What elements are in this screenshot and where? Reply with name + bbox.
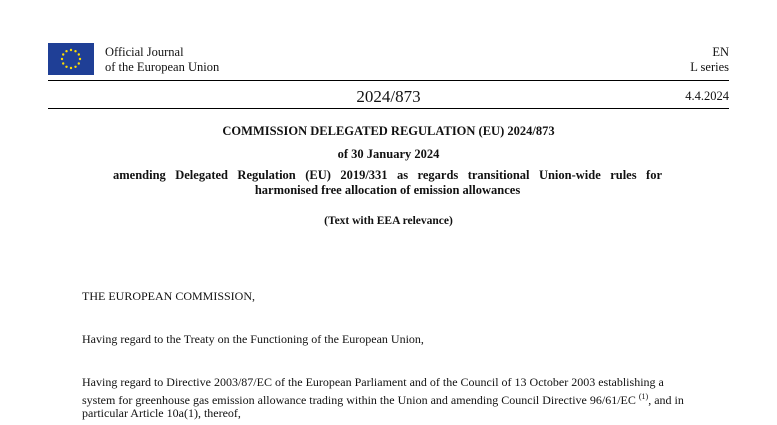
series-label: L series [690,60,729,74]
recital-treaty: Having regard to the Treaty on the Functioning of the European Union, [82,332,424,346]
flag-star [79,58,81,60]
number-divider [48,108,729,109]
recital-directive-tail: , and in particular Article 10a(1), thereof, [82,392,684,420]
regulation-title: COMMISSION DELEGATED REGULATION (EU) 2024/873 [222,124,555,138]
flag-star [74,50,76,52]
document-number: 2024/873 [356,87,421,106]
journal-title-line2: of the European Union [105,60,220,74]
regulation-date: of 30 January 2024 [337,147,440,161]
flag-star [62,62,64,64]
journal-title [105,45,219,75]
flag-star [78,62,80,64]
journal-title-line1: Official Journal [105,45,184,59]
flag-star [62,53,64,55]
eea-relevance: (Text with EEA relevance) [324,215,453,227]
flag-star [70,49,72,51]
language-series [690,45,729,75]
recital-directive-text: Having regard to Directive 2003/87/EC of the European Parliament and of the Council of 13 October 2003 establishing a system for greenhouse gas emission allowance trading within the Union and amending Council Directive 96/61/EC [82,375,664,407]
header-divider [48,80,729,81]
eu-flag-icon [48,43,94,75]
flag-star [65,50,67,52]
footnote-link[interactable]: (1) [638,391,649,401]
flag-star [61,58,63,60]
flag-star [74,66,76,68]
recital-directive [82,376,696,421]
flag-star [65,66,67,68]
publication-date: 4.4.2024 [685,89,729,103]
commission-heading: THE EUROPEAN COMMISSION, [82,289,256,303]
language-code: EN [712,45,729,59]
flag-star [78,53,80,55]
regulation-subject: amending Delegated Regulation (EU) 2019/331 as regards transitional Union-wide rules for harmonised free allocation of emission allowances [113,168,662,197]
flag-star [70,67,72,69]
